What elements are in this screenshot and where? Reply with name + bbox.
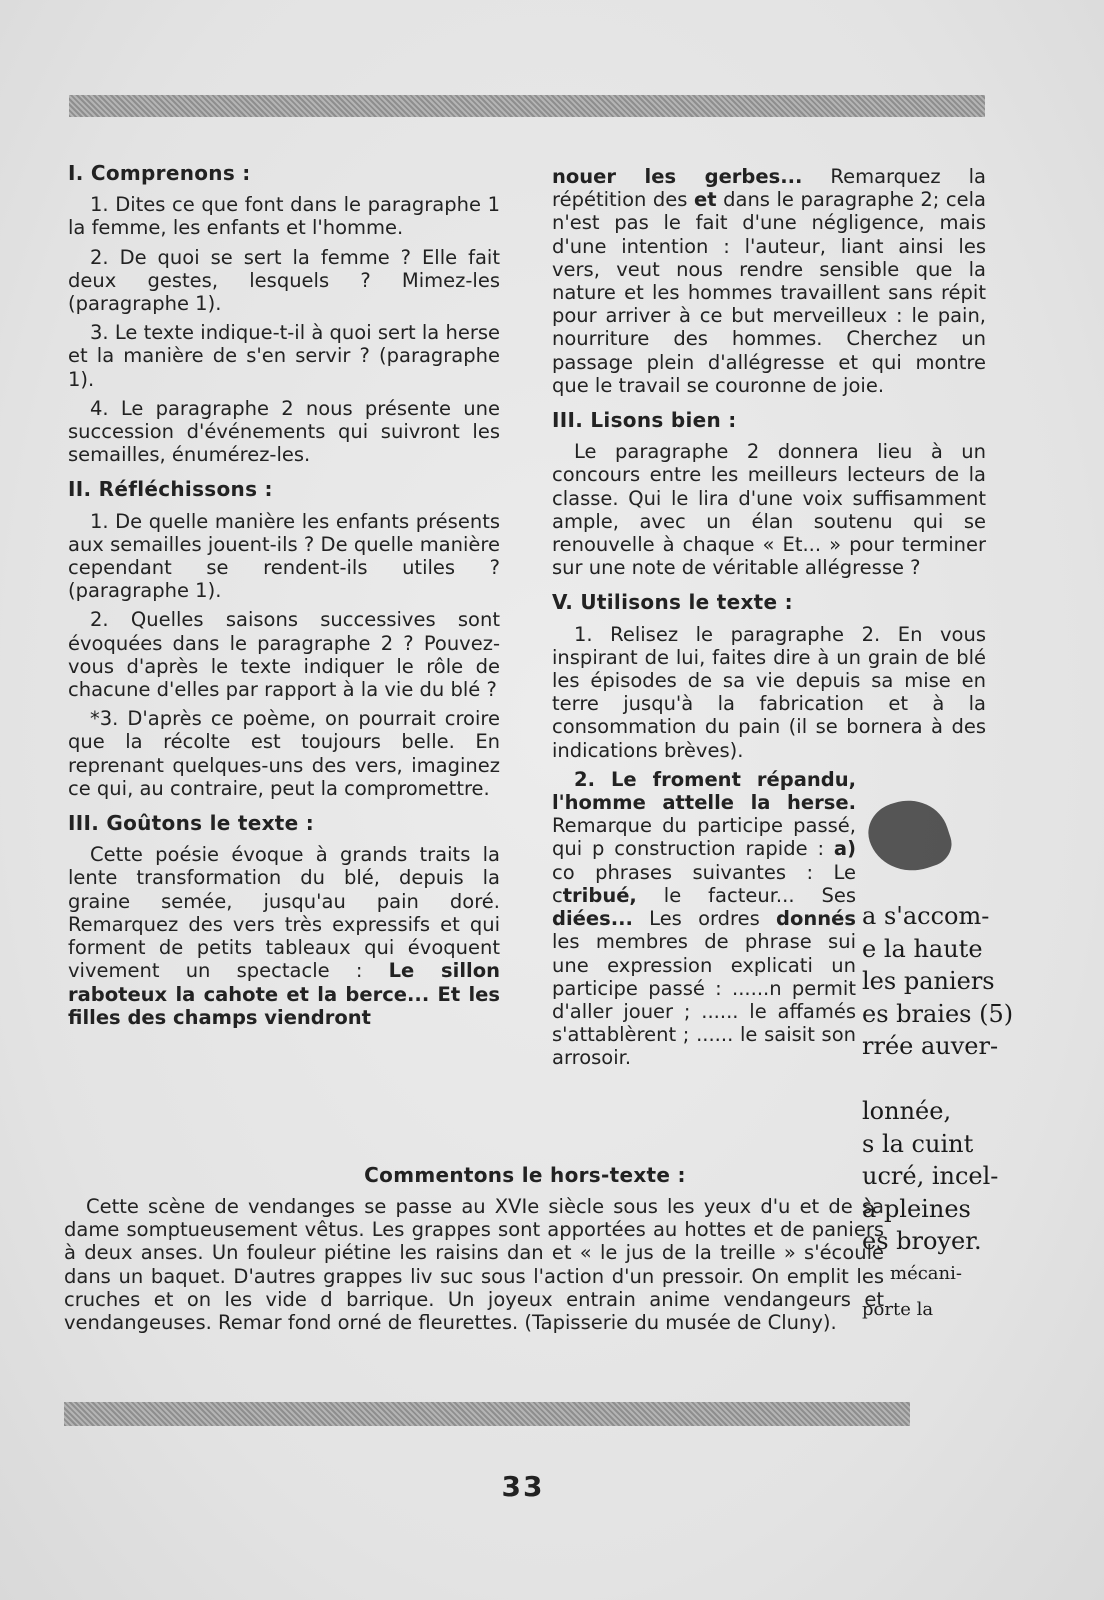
goutons-text-b: Remarquez la répétition des (552, 165, 986, 212)
utilisons-bold-h: donnés (776, 907, 856, 931)
question-2-3: *3. D'après ce poème, on pourrait croire que la récolte est toujours belle. En reprenant quelques-uns des vers, imaginez ce qui, au contraire, peut la compromettre. (68, 707, 500, 800)
scrap-line-small: mécani- (890, 1262, 962, 1284)
scrap-line: es braies (5) (862, 999, 1014, 1028)
question-2-1: 1. De quelle manière les enfants présents aux semailles jouent-ils ? De quelle manière cependant se rendent-ils utiles ? (paragraphe 1). (68, 509, 500, 603)
utilisons-text-i: les membres de phrase sui une expression explicati un participe passé : ......n permit d'aller jouer ; ...... le affamés s'attablèrent ; ...... le saisit son arrosoir. (552, 930, 856, 1070)
scrap-line-small: porte la (862, 1299, 934, 1320)
utilisons-text-b: du participe passé, qui p construction rapide : (552, 814, 856, 861)
bottom-decorative-band (64, 1402, 910, 1426)
utilisons-bold-f: diées... (552, 907, 633, 931)
question-1-1: 1. Dites ce que font dans le paragraphe 1 la femme, les enfants et l'homme. (68, 193, 500, 240)
page-number: 33 (501, 1470, 545, 1503)
utilisons-text-c: co phrases suivantes : Le c (552, 860, 856, 907)
top-decorative-band (69, 95, 985, 117)
hors-texte-text: Cette scène de vendanges se passe au XVIe siècle sous les yeux d'u et de sa dame somptueusement vêtus. Les grappes sont apportées au hottes et de paniers à deux anses. Un fouleur piétine les raisins dan et « le jus de la treille » s'écoule dans un baquet. D'autres grappes liv suc sous l'action d'un pressoir. On emplit les cruches et on les vide d barrique. Un joyeux entrain anime vendangeurs et vendangeuses. Remar fond orné de fleurettes. (Tapisserie du musée de Cluny). (64, 1195, 884, 1335)
scrap-line: es broyer. (862, 1227, 982, 1255)
section-title-utilisons: V. Utilisons le texte : (552, 590, 793, 615)
section-title-reflechissons: II. Réfléchissons : (68, 477, 273, 502)
goutons-continuation (552, 165, 986, 397)
utilisons-text-g: Les ordres (632, 907, 777, 931)
question-2-2: 2. Quelles saisons successives sont évoquées dans le paragraphe 2 ? Pouvez-vous d'après le texte indiquer le rôle de chacune d'elles par rapport à la vie du blé ? (68, 608, 500, 702)
goutons-quote-end: nouer les gerbes... (552, 165, 803, 188)
section-title-goutons: III. Goûtons le texte : (68, 811, 315, 836)
question-1-3: 3. Le texte indique-t-il à quoi sert la herse et la manière de s'en servir ? (paragraphe 1). (68, 321, 500, 391)
utilisons-text-a: Remarque (552, 814, 653, 838)
question-1-2: 2. De quoi se sert la femme ? Elle fait deux gestes, lesquels ? Mimez-les (paragraphe 1). (68, 245, 500, 316)
scrap-line: à pleines (862, 1194, 971, 1223)
scrap-line: les paniers (862, 967, 995, 995)
section-title-lisons: III. Lisons bien : (552, 408, 737, 433)
hors-texte-title: Commentons le hors-texte : (364, 1163, 686, 1187)
question-1-4: 4. Le paragraphe 2 nous présente une succession d'événements qui suivront les semailles, énumérez-les. (68, 396, 500, 467)
scrap-line: ucré, incel- (862, 1162, 999, 1190)
goutons-intro: Cette poésie évoque à grands traits la lente transformation du blé, depuis la graine semée, jusqu'au pain doré. Remarquez des vers très expressifs et qui forment de petits tableaux qui évoquent vivement un spectacle : (68, 843, 500, 983)
scrap-line: e la haute (862, 934, 983, 963)
scrap-line: a s'accom- (862, 902, 990, 930)
section-title-comprenons: I. Comprenons : (68, 161, 251, 185)
utilisons-bold-d: tribué, (562, 883, 637, 907)
goutons-paragraph (68, 843, 500, 1029)
scrap-line: lonnée, (862, 1097, 952, 1125)
lisons-paragraph: Le paragraphe 2 donnera lieu à un concours entre les meilleurs lecteurs de la classe. Qui le lira d'une voix suffisamment ample, avec un élan soutenu qui se renouvelle à chaque « Et... » pour terminer sur une note de véritable allégresse ? (552, 440, 986, 580)
left-column (68, 162, 500, 1035)
utilisons-text-e: le facteur... Ses (636, 883, 856, 907)
scrap-line: rrée auver- (862, 1032, 999, 1060)
scrap-line (862, 1063, 1002, 1096)
goutons-text-c: dans le paragraphe 2; cela n'est pas le fait d'une négligence, mais d'une intention : l'auteur, liant ainsi les vers, veut nous rendre sensible que la nature et les hommes travaillent sans répit pour arriver à ce but merveilleux : le pain, nourriture des hommes. Cherchez un passage plein d'allégresse et qui montre que le travail se couronne de joie. (552, 188, 987, 397)
torn-overlay-scrap (862, 900, 1014, 1420)
utilisons-item-1: 1. Relisez le paragraphe 2. En vous inspirant de lui, faites dire à un grain de blé les épisodes de sa vie depuis sa mise en terre jusqu'à la fabrication et à la consommation du pain (il se bornera à des indications brèves). (552, 622, 986, 762)
utilisons-item-2-lead: 2. Le froment répandu, l'homme attelle la herse. (552, 767, 856, 815)
goutons-et: et (694, 188, 717, 212)
hors-texte-paragraph (64, 1195, 904, 1334)
utilisons-a-marker: a) (833, 837, 856, 861)
goutons-quote: Le sillon raboteux la cahote et la berce... Et les filles des champs viendront (68, 959, 500, 1029)
scrap-line: s la cuint (862, 1129, 974, 1158)
